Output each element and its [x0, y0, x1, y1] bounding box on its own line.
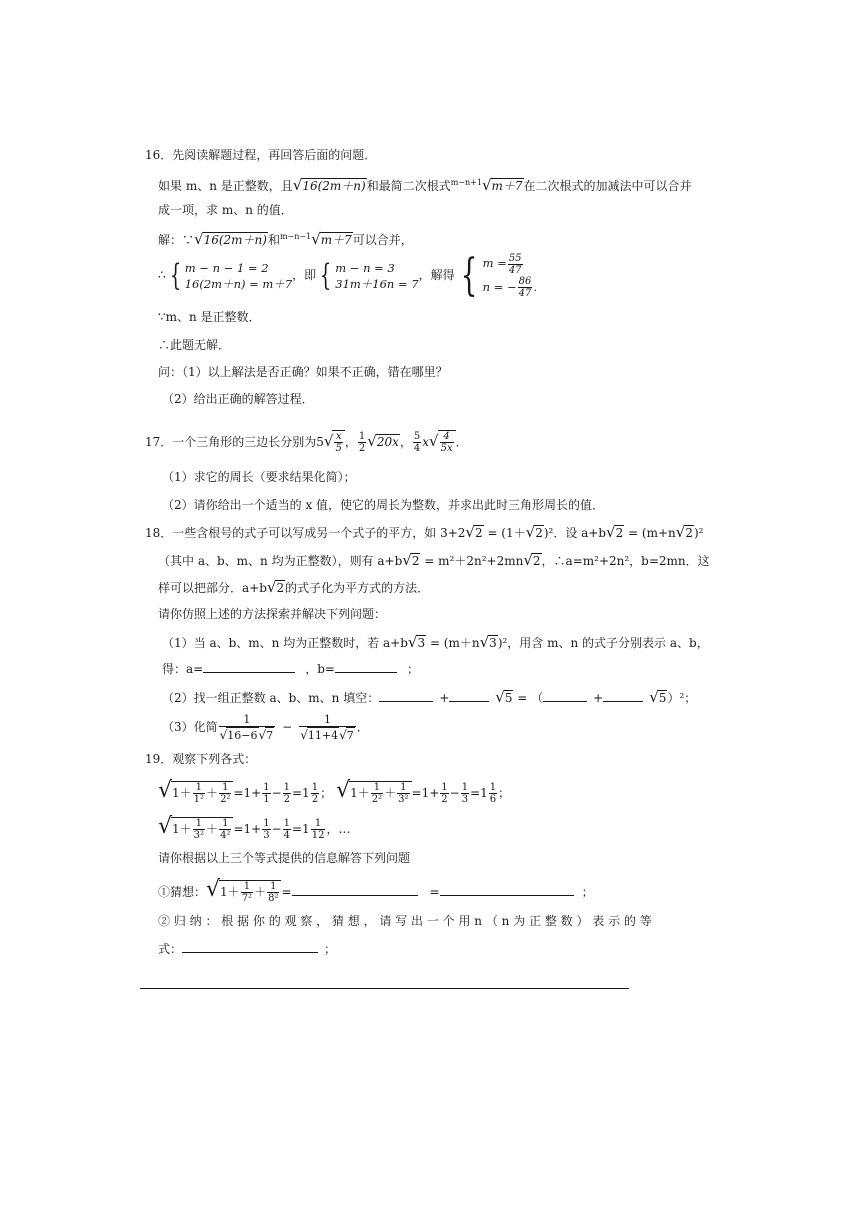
q16-condition-cont: 成一项，求 m、n 的值． — [158, 203, 293, 217]
q19-induce: ② 归 纳 ： 根 据 你 的 观 察 ， 猜 想 ， 请 写 出 一 个 用 n （ n 为 正 整 数 ） 表 示 的 等 — [158, 914, 652, 928]
answer-blank-guess-1[interactable] — [292, 883, 418, 896]
answer-blank-formula[interactable] — [182, 940, 318, 953]
q16-root-index: m−n−1 — [279, 232, 312, 241]
answer-blank-guess-2[interactable] — [440, 883, 574, 896]
q16-solution-start: 解：∵√16(2m＋n)和$^{m-n-1}$√m＋7可以合并， — [158, 230, 413, 248]
answer-blank-2[interactable] — [449, 689, 489, 702]
q18-line-1: 18．一些含根号的式子可以写成另一个式子的平方，如 3+2√2 = (1＋√2)²．设 a+b√2 = (m+n√2)² — [145, 523, 704, 541]
q16-text: ，即 — [292, 268, 317, 282]
q16-text: 和最简二次根式 — [366, 179, 451, 193]
therefore-symbol: ∴ — [158, 268, 166, 282]
answer-blank-4[interactable] — [603, 689, 643, 702]
q17-part-2: （2）请你给出一个适当的 x 值，使它的周长为整数，并求出此时三角形周长的值． — [162, 498, 605, 512]
q16-no-solution: ∴此题无解． — [158, 338, 231, 352]
q16-because: ∵m、n 是正整数． — [158, 310, 261, 324]
q16-radicand: m＋7 — [491, 179, 523, 193]
q16-radicand: 16(2m＋n) — [302, 179, 366, 193]
system-1: m − n − 1 = 2 16(2m＋n) = m＋7 — [184, 260, 293, 291]
q19-equation-1: √1＋ $\frac{1}{\text{1²}}$ ＋ $\frac{1}{\text{2²}}$ =1+ $\frac{1}{1}$ − $\frac{1}{2}$ =1 $\frac{1}{2}$ ； √1＋ $\frac{1}{\text{2²}}$ ＋ $\frac{1}{\text{3²}}$ =1+ $\frac{1}{2}$ − $\frac{1}{3}$ =1 $\frac{1}{6}$ ； — [158, 778, 511, 805]
q18-part-1: （1）当 a、b、m、n 均为正整数时，若 a+b√3 = (m＋n√3)²，用含 m、n 的式子分别表示 a、b， — [162, 633, 709, 651]
q19-intro: 请你根据以上三个等式提供的信息解答下列问题 — [158, 851, 411, 865]
q16-heading: 16．先阅读解题过程，再回答后面的问题． — [145, 148, 377, 162]
q16-text: ，解得 — [418, 268, 455, 282]
q16-text: 如果 m、n 是正整数，且 — [158, 179, 293, 193]
left-brace: { — [460, 249, 478, 301]
q19-formula: 式： ； — [158, 942, 337, 956]
q19-equation-3: √1＋ $\frac{1}{\text{3²}}$ ＋ $\frac{1}{\text{4²}}$ =1+ $\frac{1}{3}$ − $\frac{1}{4}$ =1 $\frac{1}{12}$ ，… — [158, 814, 351, 841]
q17-heading: 17．一个三角形的三边长分别为5√ $\frac{x}{5}$ ， $\frac{1}{2}$ √20x， $\frac{5}{4}$ x√ $\frac{4}{5x}$ ． — [145, 431, 468, 454]
q19-guess: ①猜想：√1＋ $\frac{1}{\text{7²}}$ ＋ $\frac{1}{\text{8²}}$ = = ； — [158, 877, 594, 904]
q16-radicand: m＋7 — [320, 233, 352, 247]
q18-part-1-answer: 得：a= ，b= ； — [162, 662, 419, 676]
q17-part-1: （1）求它的周长（要求结果化简）； — [162, 470, 356, 484]
answer-blank-1[interactable] — [379, 689, 433, 702]
q16-radicand: 16(2m＋n) — [203, 233, 267, 247]
q16-text: 在二次根式的加减法中可以合并 — [523, 179, 692, 193]
q16-equation-systems — [158, 249, 537, 301]
system-2: m − n = 3 31m＋16n = 7 — [335, 260, 419, 291]
left-brace: { — [169, 257, 181, 293]
page-divider — [140, 988, 629, 989]
answer-blank-a[interactable] — [203, 660, 295, 673]
q18-part-2: （2）找一组正整数 a、b、m、n 填空： + √5 = （ + √5）²； — [162, 688, 697, 706]
q18-line-3: 样可以把部分．a+b√2的式子化为平方式的方法． — [158, 578, 430, 596]
q19-heading: 19．观察下列各式： — [145, 752, 257, 766]
q16-root-index: m−n+1 — [450, 178, 482, 187]
q16-text: 和 — [267, 233, 280, 247]
left-brace: { — [319, 257, 332, 293]
q18-line-2: （其中 a、b、m、n 均为正整数），则有 a+b√2 = m²＋2n²+2mn√2，∴a=m²+2n²，b=2mn．这 — [158, 551, 710, 569]
q16-text: 解：∵ — [158, 233, 195, 247]
q16-question-1: 问：（1）以上解法是否正确？如果不正确，错在哪里？ — [158, 365, 448, 379]
answer-blank-b[interactable] — [335, 660, 397, 673]
solution-system: m = $\frac{55}{47}$ n = − $\frac{86}{47}$ . — [482, 252, 537, 299]
q18-part-3: （3）化简 $\frac{1}{√16-6√7}$ − $\frac{1}{√11+4√7}$ ． — [162, 712, 369, 742]
q16-text: 可以合并， — [352, 233, 413, 247]
q18-instruction: 请你仿照上述的方法探索并解决下列问题： — [158, 607, 387, 621]
q16-question-2: （2）给出正确的解答过程． — [162, 392, 314, 406]
answer-blank-3[interactable] — [543, 689, 587, 702]
q16-condition: 如果 m、n 是正整数，且√16(2m＋n)和最简二次根式$^{m-n+1}$√m＋7在二次根式的加减法中可以合并 — [158, 176, 692, 194]
